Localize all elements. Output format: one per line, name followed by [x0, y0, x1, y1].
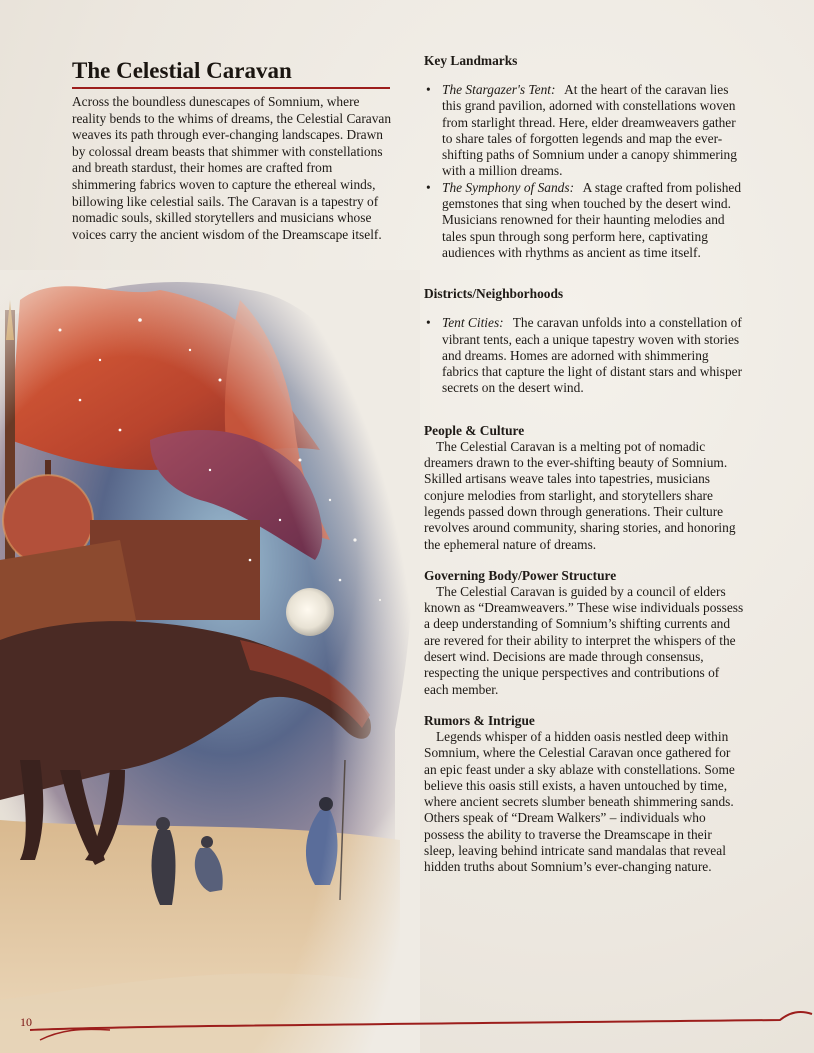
page-title: The Celestial Caravan — [72, 58, 390, 89]
landmark-name: The Symphony of Sands: — [442, 179, 575, 195]
district-text: The caravan unfolds into a constellation of vibrant tents, each a unique tapestry woven with stories and dreams. Homes are adorned with shimmering fabrics that capture the light of distant stars and whisper secrets on the desert wind. — [442, 315, 743, 396]
landmarks-list — [424, 82, 744, 261]
landmark-text: A stage crafted from polished gemstones that sing when touched by the desert wind. Musicians renowned for their haunting melodies and tales spun through song perform here, captivating audiences with rhythms as ancient as time itself. — [442, 179, 742, 260]
landmark-name: The Stargazer's Tent: — [442, 82, 556, 97]
page-number: 10 — [20, 1015, 32, 1029]
intro-paragraph: Across the boundless dunescapes of Somnium, where reality bends to the whims of dreams, the Celestial Caravan weaves its path through ever-changing landscapes. Drawn by colossal dream beasts that shimmer with constellations and breath stardust, their homes are crafted from shimmering fabrics woven to capture the ethereal winds, billowing like celestial sails. The Caravan is a tapestry of nomadic souls, skilled storytellers and musicians whose voices carry the ancient wisdom of the Dreamscape itself. — [72, 94, 392, 242]
people-heading: People & Culture — [424, 422, 525, 438]
landmarks-heading: Key Landmarks — [424, 53, 518, 68]
rumors-paragraph: Legends whisper of a hidden oasis nestled deep within Somnium, where the Celestial Caravan once gathered for an epic feast under a sky ablaze with constellations. Some believe this oasis still exists, a haven untouched by time, where ancient secrets slumber beneath shimmering sands. Others speak of “Dream Walkers” – individuals who possess the ability to traverse the Dreamscape in their sleep, leaving behind intricate sand mandalas that reveal hidden truths about Somnium’s ever-changing nature. — [424, 728, 735, 875]
governing-paragraph: The Celestial Caravan is guided by a council of elders known as “Dreamweavers.” These wise individuals possess a deep understanding of Somnium’s shifting currents and are revered for their ability to interpret the whispers of the desert wind. Decisions are made through consensus, respecting the unique perspectives and contributions of each member. — [424, 583, 744, 697]
governing-heading: Governing Body/Power Structure — [424, 567, 617, 583]
districts-list — [424, 315, 744, 396]
list-item — [424, 82, 744, 180]
rumors-heading: Rumors & Intrigue — [424, 712, 535, 728]
landmark-text: At the heart of the caravan lies this grand pavilion, adorned with constellations woven from starlight thread. Here, elder dreamweavers gather to share tales of forgotten legends and map the ever-shifting paths of Somnium under a canopy shimmering with a million dreams. — [442, 82, 737, 179]
people-paragraph: The Celestial Caravan is a melting pot of nomadic dreamers drawn to the ever-shifting beauty of Somnium. Skilled artisans weave tales into tapestries, musicians conjure melodies from starlight, and storytellers share legends passed down through generations. Their culture revolves around community, sharing stories, and honoring the ephemeral nature of dreams. — [424, 438, 736, 552]
district-name: Tent Cities: — [442, 315, 504, 331]
list-item — [424, 315, 744, 396]
list-item — [424, 180, 744, 261]
right-column — [424, 52, 744, 876]
districts-heading: Districts/Neighborhoods — [424, 286, 564, 302]
